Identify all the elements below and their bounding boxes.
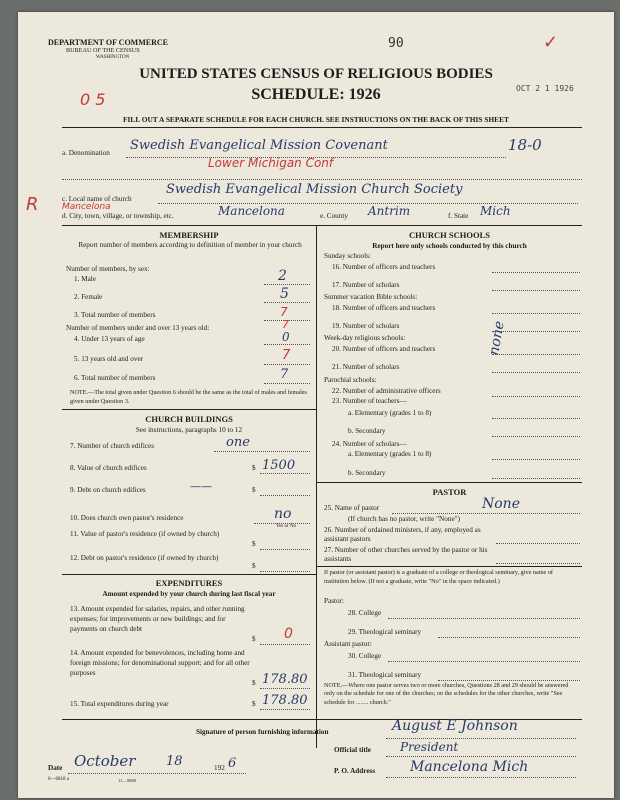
denomination-value[interactable]: Swedish Evangelical Mission Covenant bbox=[130, 138, 388, 153]
q1-line bbox=[264, 284, 310, 285]
q6-value[interactable]: 7 bbox=[280, 367, 289, 382]
q7-line bbox=[214, 451, 310, 452]
buildings-title: CHURCH BUILDINGS bbox=[145, 414, 233, 424]
city-value[interactable]: Mancelona bbox=[218, 204, 285, 218]
q13-value[interactable]: 0 bbox=[284, 626, 293, 642]
divider bbox=[317, 482, 582, 483]
q9-label: 9. Debt on church edifices bbox=[70, 486, 146, 494]
q12-dollar: $ bbox=[252, 562, 256, 570]
q2-value[interactable]: 5 bbox=[280, 286, 289, 302]
signature-line bbox=[386, 738, 576, 739]
q8-dollar: $ bbox=[252, 464, 256, 472]
schools-none-mark: none bbox=[486, 319, 508, 357]
official-title-value[interactable]: President bbox=[400, 740, 459, 754]
city-name: WASHINGTON bbox=[96, 55, 130, 60]
year-digit[interactable]: 6 bbox=[228, 756, 237, 771]
q31-line bbox=[438, 680, 580, 681]
red-mark: 0 5 bbox=[80, 90, 106, 109]
age-head-value: 7 bbox=[282, 318, 289, 331]
q11-label: 11. Value of pastor's residence (if owned by church) bbox=[70, 530, 220, 538]
schools-intro: Report here only schools conducted by this church bbox=[372, 242, 527, 250]
signature-label: Signature of person furnishing information bbox=[196, 728, 329, 736]
assistant-label: Assistant pastor: bbox=[324, 640, 372, 648]
q20-line bbox=[492, 354, 580, 355]
date-label: Date bbox=[48, 764, 63, 772]
q20-label: 20. Number of officers and teachers bbox=[332, 345, 436, 353]
q13-label: 13. Amount expended for salaries, repairs, and other running expenses; for improvements or new buildings; and for payments on church debt bbox=[70, 605, 245, 633]
q9-value[interactable]: —— bbox=[190, 480, 212, 493]
expenditures-intro: Amount expended by your church during last fiscal year bbox=[102, 590, 276, 598]
q5-line bbox=[264, 364, 310, 365]
pastor-note: NOTE.—Where one pastor serves two or more churches, Questions 28 and 29 should be answered only on the schedule for one of the churches; on the schedules for the other churches, write "See schedule for ........ church." bbox=[324, 682, 569, 706]
q23b-label: b. Secondary bbox=[348, 427, 386, 435]
q31-label: 31. Theological seminary bbox=[348, 671, 422, 679]
q27-label: 27. Number of other churches served by the pastor or his assistants bbox=[324, 546, 488, 563]
denomination-code: 18-0 bbox=[508, 136, 542, 154]
membership-title: MEMBERSHIP bbox=[159, 230, 219, 240]
year-prefix: 192 bbox=[214, 764, 225, 772]
membership-intro: Report number of members according to definition of member in your church bbox=[78, 241, 302, 249]
q16-line bbox=[492, 272, 580, 273]
q10-value[interactable]: no bbox=[274, 506, 292, 522]
city-label: d. City, town, village, or township, etc. bbox=[62, 212, 174, 220]
q13-line bbox=[260, 644, 310, 645]
address-line bbox=[386, 777, 576, 778]
form-instructions: FILL OUT A SEPARATE SCHEDULE FOR EACH CHURCH. SEE INSTRUCTIONS ON THE BACK OF THIS SHEET bbox=[123, 115, 509, 124]
q12-label: 12. Debt on pastor's residence (if owned by church) bbox=[70, 554, 219, 562]
q24b-line bbox=[492, 478, 580, 479]
q22-label: 22. Number of administrative officers bbox=[332, 387, 441, 395]
q30-label: 30. College bbox=[348, 652, 382, 660]
divider bbox=[62, 574, 316, 575]
pastor-sub-label: Pastor: bbox=[324, 597, 344, 605]
q29-line bbox=[438, 637, 580, 638]
q29-label: 29. Theological seminary bbox=[348, 628, 422, 636]
conference-note: Lower Michigan Conf bbox=[208, 156, 334, 170]
divider bbox=[62, 409, 316, 410]
q1-label: 1. Male bbox=[74, 275, 96, 283]
q18-line bbox=[492, 313, 580, 314]
q5-value[interactable]: 7 bbox=[282, 348, 291, 363]
q3-label: 3. Total number of members bbox=[74, 311, 156, 319]
summer-label: Summer vacation Bible schools: bbox=[324, 293, 418, 301]
q4-line bbox=[264, 344, 310, 345]
q24b-label: b. Secondary bbox=[348, 469, 386, 477]
county-value[interactable]: Antrim bbox=[368, 204, 411, 218]
q3-value[interactable]: 7 bbox=[280, 305, 288, 319]
age-head-label: Number of members under and over 13 years old: bbox=[66, 324, 210, 332]
q21-line bbox=[492, 372, 580, 373]
date-day[interactable]: 18 bbox=[166, 754, 183, 769]
q25-line bbox=[392, 513, 580, 514]
q18-label: 18. Number of officers and teachers bbox=[332, 304, 436, 312]
official-title-label: Official title bbox=[334, 746, 371, 754]
q9-dollar: $ bbox=[252, 486, 256, 494]
q28-label: 28. College bbox=[348, 609, 382, 617]
date-line bbox=[68, 773, 246, 774]
q26-line bbox=[496, 543, 580, 544]
q14-dollar: $ bbox=[252, 679, 256, 687]
yes-no-hint: Yes or No bbox=[276, 524, 297, 529]
signature-value[interactable]: August E Johnson bbox=[392, 718, 518, 734]
sunday-label: Sunday schools: bbox=[324, 252, 371, 260]
local-name-label: c. Local name of church bbox=[62, 195, 132, 203]
bureau-name: BUREAU OF THE CENSUS bbox=[66, 47, 140, 54]
q14-line bbox=[260, 688, 310, 689]
q30-line bbox=[388, 661, 580, 662]
address-value[interactable]: Mancelona Mich bbox=[410, 759, 529, 775]
print-code: 11—9088 bbox=[118, 778, 136, 783]
q11-dollar: $ bbox=[252, 540, 256, 548]
state-label: f. State bbox=[448, 212, 469, 220]
blank-line bbox=[62, 179, 582, 180]
q4-value[interactable]: 0 bbox=[282, 330, 290, 344]
divider bbox=[62, 127, 582, 128]
q21-label: 21. Number of scholars bbox=[332, 363, 400, 371]
local-name-value[interactable]: Swedish Evangelical Mission Church Society bbox=[166, 182, 463, 197]
q22-line bbox=[492, 396, 580, 397]
check-mark-icon: ✓ bbox=[543, 32, 559, 52]
q26-label: 26. Number of ordained ministers, if any, employed as assistant pastors bbox=[324, 526, 481, 543]
schools-title: CHURCH SCHOOLS bbox=[409, 230, 490, 240]
q15-label: 15. Total expenditures during year bbox=[70, 700, 169, 708]
q12-line bbox=[260, 571, 310, 572]
q8-line bbox=[260, 473, 310, 474]
membership-note: NOTE.—The total given under Question 6 should be the same as the total of males and females given under Question 3. bbox=[70, 389, 307, 405]
divider bbox=[62, 225, 582, 226]
q5-label: 5. 13 years old and over bbox=[74, 355, 144, 363]
q14-value[interactable]: 178.80 bbox=[262, 672, 308, 687]
q24a-line bbox=[492, 459, 580, 460]
pastor-title: PASTOR bbox=[432, 487, 467, 497]
divider bbox=[317, 566, 582, 567]
q13-dollar: $ bbox=[252, 635, 256, 643]
q2-label: 2. Female bbox=[74, 293, 103, 301]
stamp-number: 90 bbox=[388, 36, 404, 51]
q25-value[interactable]: None bbox=[482, 496, 520, 512]
expenditures-title: EXPENDITURES bbox=[155, 578, 223, 588]
denomination-label: a. Denomination bbox=[62, 149, 110, 157]
college-note: If pastor (or assistant pastor) is a graduate of a college or theological seminary, give name of institution below. (If not a graduate, write "No" in the space indicated.) bbox=[324, 569, 553, 585]
buildings-intro: See instructions, paragraphs 10 to 12 bbox=[135, 426, 243, 434]
q7-label: 7. Number of church edifices bbox=[70, 442, 155, 450]
census-form bbox=[18, 12, 614, 798]
weekday-label: Week-day religious schools: bbox=[324, 334, 406, 342]
q25-label: 25. Name of pastor bbox=[324, 504, 380, 512]
q1-value[interactable]: 2 bbox=[278, 268, 287, 284]
q25-note: (If church has no pastor, write "None") bbox=[348, 515, 460, 523]
q23-label: 23. Number of teachers— bbox=[332, 397, 407, 405]
q23a-label: a. Elementary (grades 1 to 8) bbox=[348, 409, 432, 417]
state-value[interactable]: Mich bbox=[480, 204, 511, 218]
red-city-note: Mancelona bbox=[62, 202, 111, 212]
q28-line bbox=[388, 618, 580, 619]
by-sex-label: Number of members, by sex: bbox=[66, 265, 150, 273]
q23a-line bbox=[492, 418, 580, 419]
q17-label: 17. Number of scholars bbox=[332, 281, 400, 289]
q19-label: 19. Number of scholars bbox=[332, 322, 400, 330]
date-month[interactable]: October bbox=[74, 752, 136, 770]
q24a-label: a. Elementary (grades 1 to 8) bbox=[348, 450, 432, 458]
q6-line bbox=[264, 383, 310, 384]
q6-label: 6. Total number of members bbox=[74, 374, 156, 382]
form-code: 6—6818 a bbox=[48, 777, 69, 782]
form-title: UNITED STATES CENSUS OF RELIGIOUS BODIES bbox=[139, 66, 493, 82]
q15-line bbox=[260, 709, 310, 710]
q8-value[interactable]: 1500 bbox=[262, 458, 296, 473]
q8-label: 8. Value of church edifices bbox=[70, 464, 147, 472]
q2-line bbox=[264, 302, 310, 303]
received-stamp: OCT 2 1 1926 bbox=[516, 84, 574, 93]
q9-line bbox=[260, 495, 310, 496]
q15-dollar: $ bbox=[252, 700, 256, 708]
dept-name: DEPARTMENT OF COMMERCE bbox=[48, 38, 169, 47]
q7-value[interactable]: one bbox=[226, 435, 250, 450]
q10-label: 10. Does church own pastor's residence bbox=[70, 514, 184, 522]
q24-label: 24. Number of scholars— bbox=[332, 440, 407, 448]
q4-label: 4. Under 13 years of age bbox=[74, 335, 145, 343]
q27-line bbox=[496, 563, 580, 564]
q14-label: 14. Amount expended for benevolences, including home and foreign missions; for denominational support; and for all other purposes bbox=[70, 649, 250, 677]
address-label: P. O. Address bbox=[334, 767, 376, 775]
q11-line bbox=[260, 549, 310, 550]
q17-line bbox=[492, 290, 580, 291]
county-label: e. County bbox=[320, 212, 348, 220]
red-r-mark: R bbox=[26, 194, 39, 215]
schedule-title: SCHEDULE: 1926 bbox=[251, 86, 381, 103]
q23b-line bbox=[492, 436, 580, 437]
parochial-label: Parochial schools: bbox=[324, 376, 377, 384]
q15-value[interactable]: 178.80 bbox=[262, 693, 308, 708]
official-title-line bbox=[386, 756, 576, 757]
q16-label: 16. Number of officers and teachers bbox=[332, 263, 436, 271]
